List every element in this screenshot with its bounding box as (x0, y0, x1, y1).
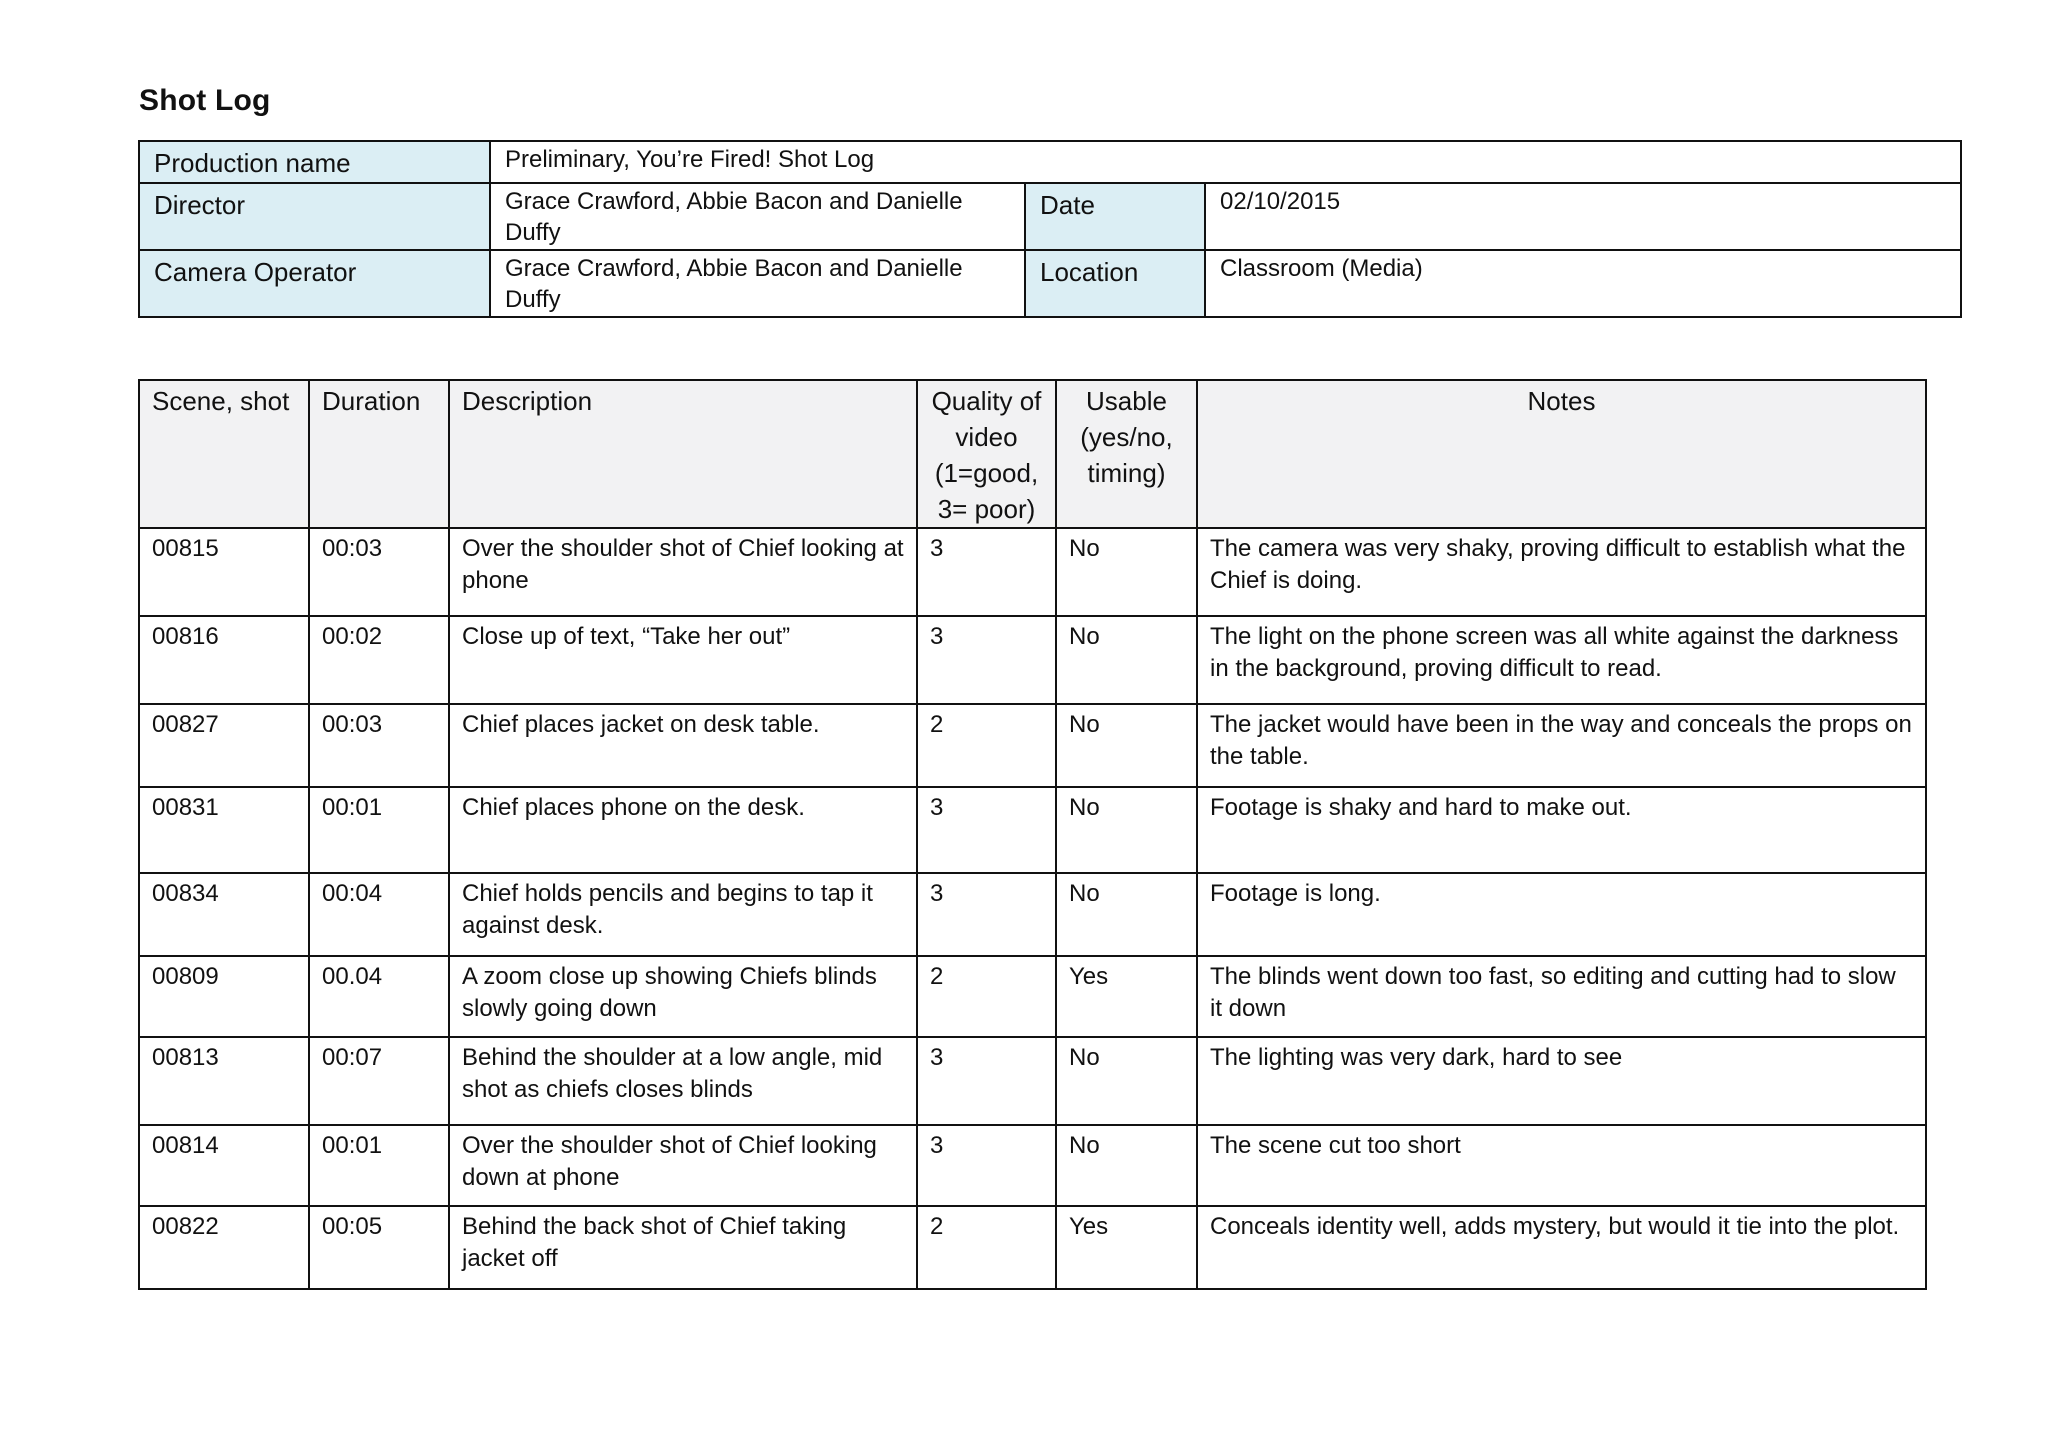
cell-notes: The lighting was very dark, hard to see (1197, 1037, 1926, 1125)
cell-duration: 00:02 (309, 616, 449, 704)
cell-description: Chief places phone on the desk. (449, 787, 917, 873)
cell-usable: No (1056, 1125, 1197, 1206)
cell-notes: The blinds went down too fast, so editing and cutting had to slow it down (1197, 956, 1926, 1037)
production-name-label: Production name (139, 141, 490, 183)
cell-description: Close up of text, “Take her out” (449, 616, 917, 704)
cell-quality: 3 (917, 1037, 1056, 1125)
director-label: Director (139, 183, 490, 250)
shot-log-header-row (139, 380, 1926, 528)
production-name-value: Preliminary, You’re Fired! Shot Log (490, 141, 1961, 183)
cell-quality: 2 (917, 956, 1056, 1037)
cell-scene: 00834 (139, 873, 309, 956)
cell-usable: No (1056, 873, 1197, 956)
cell-notes: The scene cut too short (1197, 1125, 1926, 1206)
cell-scene: 00822 (139, 1206, 309, 1289)
table-row (139, 704, 1926, 787)
cell-duration: 00:04 (309, 873, 449, 956)
cell-quality: 3 (917, 616, 1056, 704)
table-row (139, 1037, 1926, 1125)
table-row (139, 787, 1926, 873)
cell-quality: 3 (917, 873, 1056, 956)
cell-scene: 00827 (139, 704, 309, 787)
cell-notes: The jacket would have been in the way and conceals the props on the table. (1197, 704, 1926, 787)
cell-scene: 00809 (139, 956, 309, 1037)
table-row (139, 528, 1926, 616)
cell-description: Chief places jacket on desk table. (449, 704, 917, 787)
header-description: Description (449, 380, 917, 528)
cell-duration: 00.04 (309, 956, 449, 1037)
date-label: Date (1025, 183, 1205, 250)
production-name-row (139, 141, 1961, 183)
table-row (139, 1206, 1926, 1289)
cell-quality: 3 (917, 1125, 1056, 1206)
cell-scene: 00815 (139, 528, 309, 616)
camera-operator-value: Grace Crawford, Abbie Bacon and Danielle Duffy (490, 250, 1025, 317)
cell-notes: The camera was very shaky, proving difficult to establish what the Chief is doing. (1197, 528, 1926, 616)
cell-scene: 00813 (139, 1037, 309, 1125)
cell-quality: 2 (917, 1206, 1056, 1289)
cell-notes: Footage is shaky and hard to make out. (1197, 787, 1926, 873)
cell-usable: No (1056, 704, 1197, 787)
header-duration: Duration (309, 380, 449, 528)
cell-duration: 00:03 (309, 528, 449, 616)
cell-usable: No (1056, 528, 1197, 616)
director-value: Grace Crawford, Abbie Bacon and Danielle Duffy (490, 183, 1025, 250)
cell-duration: 00:05 (309, 1206, 449, 1289)
cell-usable: Yes (1056, 956, 1197, 1037)
shot-log-table (138, 379, 1927, 1290)
header-scene: Scene, shot (139, 380, 309, 528)
header-notes: Notes (1197, 380, 1926, 528)
cell-duration: 00:01 (309, 1125, 449, 1206)
cell-description: Over the shoulder shot of Chief looking down at phone (449, 1125, 917, 1206)
table-row (139, 873, 1926, 956)
cell-scene: 00831 (139, 787, 309, 873)
table-row (139, 1125, 1926, 1206)
cell-description: Behind the shoulder at a low angle, mid shot as chiefs closes blinds (449, 1037, 917, 1125)
cell-scene: 00816 (139, 616, 309, 704)
table-row (139, 956, 1926, 1037)
cell-duration: 00:07 (309, 1037, 449, 1125)
cell-notes: The light on the phone screen was all white against the darkness in the background, proving difficult to read. (1197, 616, 1926, 704)
camera-operator-label: Camera Operator (139, 250, 490, 317)
cell-usable: Yes (1056, 1206, 1197, 1289)
cell-description: Chief holds pencils and begins to tap it against desk. (449, 873, 917, 956)
header-quality: Quality of video (1=good, 3= poor) (917, 380, 1056, 528)
cell-quality: 3 (917, 787, 1056, 873)
page-title: Shot Log (139, 84, 271, 117)
cell-usable: No (1056, 787, 1197, 873)
production-info-table (138, 140, 1962, 318)
header-usable: Usable (yes/no, timing) (1056, 380, 1197, 528)
cell-quality: 3 (917, 528, 1056, 616)
cell-description: A zoom close up showing Chiefs blinds slowly going down (449, 956, 917, 1037)
cell-duration: 00:01 (309, 787, 449, 873)
location-label: Location (1025, 250, 1205, 317)
cell-description: Behind the back shot of Chief taking jacket off (449, 1206, 917, 1289)
camera-operator-row (139, 250, 1961, 317)
cell-notes: Conceals identity well, adds mystery, but would it tie into the plot. (1197, 1206, 1926, 1289)
location-value: Classroom (Media) (1205, 250, 1961, 317)
date-value: 02/10/2015 (1205, 183, 1961, 250)
cell-quality: 2 (917, 704, 1056, 787)
cell-scene: 00814 (139, 1125, 309, 1206)
cell-usable: No (1056, 1037, 1197, 1125)
cell-description: Over the shoulder shot of Chief looking at phone (449, 528, 917, 616)
cell-duration: 00:03 (309, 704, 449, 787)
cell-notes: Footage is long. (1197, 873, 1926, 956)
table-row (139, 616, 1926, 704)
director-row (139, 183, 1961, 250)
cell-usable: No (1056, 616, 1197, 704)
